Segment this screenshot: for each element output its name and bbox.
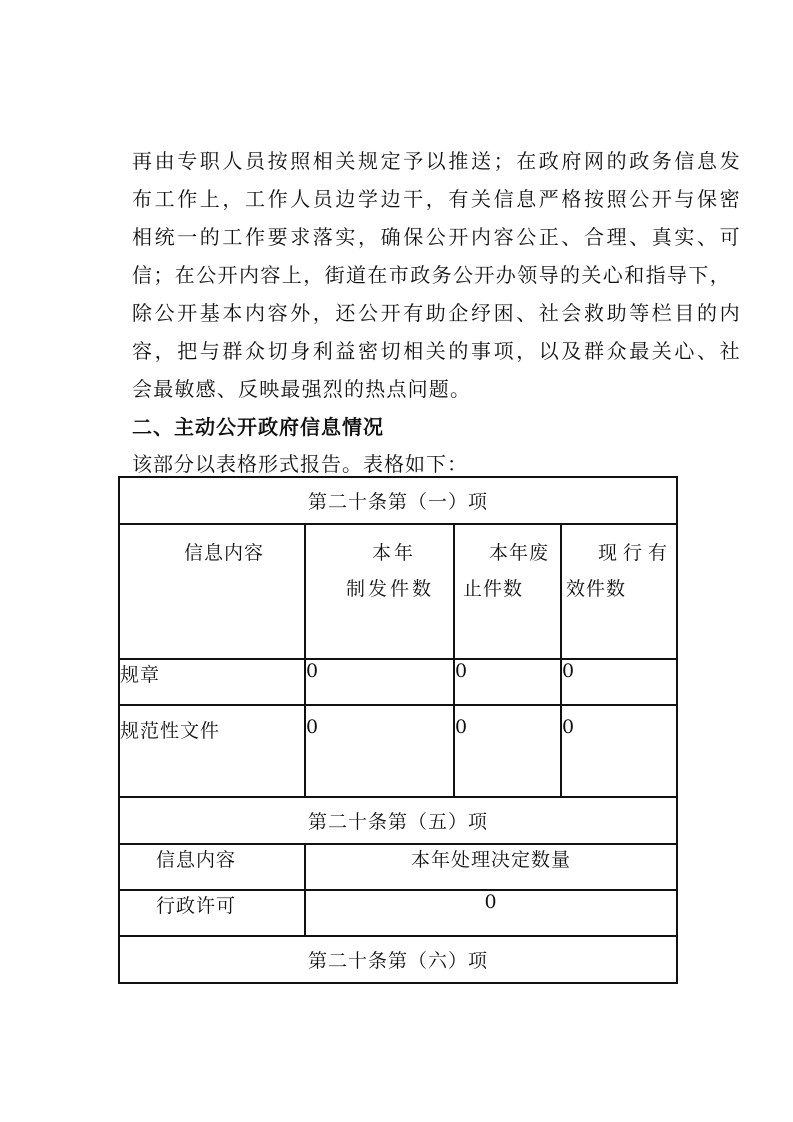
table-row	[119, 844, 677, 890]
row-label: 信息内容	[119, 844, 305, 890]
intro-text: 该部分以表格形式报告。表格如下：	[132, 452, 468, 476]
row-label: 行政许可	[119, 890, 305, 936]
table-row	[119, 890, 677, 936]
issued-count: 0	[305, 705, 454, 797]
report-table	[118, 476, 678, 984]
header-issued-this-year: 本年 制发件数	[305, 524, 454, 659]
issued-count: 0	[305, 659, 454, 705]
paragraph-line-7: 会最敏感、反映最强烈的热点问题。	[132, 377, 472, 401]
row-label: 规范性文件	[119, 705, 305, 797]
decision-count-header: 本年处理决定数量	[305, 844, 677, 890]
valid-count: 0	[561, 659, 677, 705]
paragraph-line-4: 信；在公开内容上，街道在市政务公开办领导的关心和指导下，	[132, 263, 732, 287]
decision-count-value: 0	[305, 890, 677, 936]
abolished-count: 0	[454, 659, 561, 705]
paragraph-line-3: 相统一的工作要求落实，确保公开内容公正、合理、真实、可	[132, 225, 743, 249]
section-title-article20-item5: 第二十条第（五）项	[119, 797, 677, 844]
paragraph-line-6: 容，把与群众切身利益密切相关的事项，以及群众最关心、社	[132, 339, 743, 363]
table-row	[119, 705, 677, 797]
abolished-count: 0	[454, 705, 561, 797]
section-heading: 二、主动公开政府信息情况	[132, 415, 384, 439]
header-info-content: 信息内容	[119, 524, 305, 659]
header-currently-valid: 现行有 效件数	[561, 524, 677, 659]
header-abolished-this-year: 本年废 止件数	[454, 524, 561, 659]
valid-count: 0	[561, 705, 677, 797]
paragraph-line-5: 除公开基本内容外，还公开有助企纾困、社会救助等栏目的内	[132, 301, 743, 325]
paragraph-line-2: 布工作上，工作人员边学边干，有关信息严格按照公开与保密	[132, 187, 743, 211]
paragraph-line-1: 再由专职人员按照相关规定予以推送；在政府网的政务信息发	[132, 149, 743, 173]
section-title-article20-item1: 第二十条第（一）项	[119, 477, 677, 524]
row-label: 规章	[119, 659, 305, 705]
section-title-article20-item6: 第二十条第（六）项	[119, 936, 677, 983]
table-row	[119, 659, 677, 705]
